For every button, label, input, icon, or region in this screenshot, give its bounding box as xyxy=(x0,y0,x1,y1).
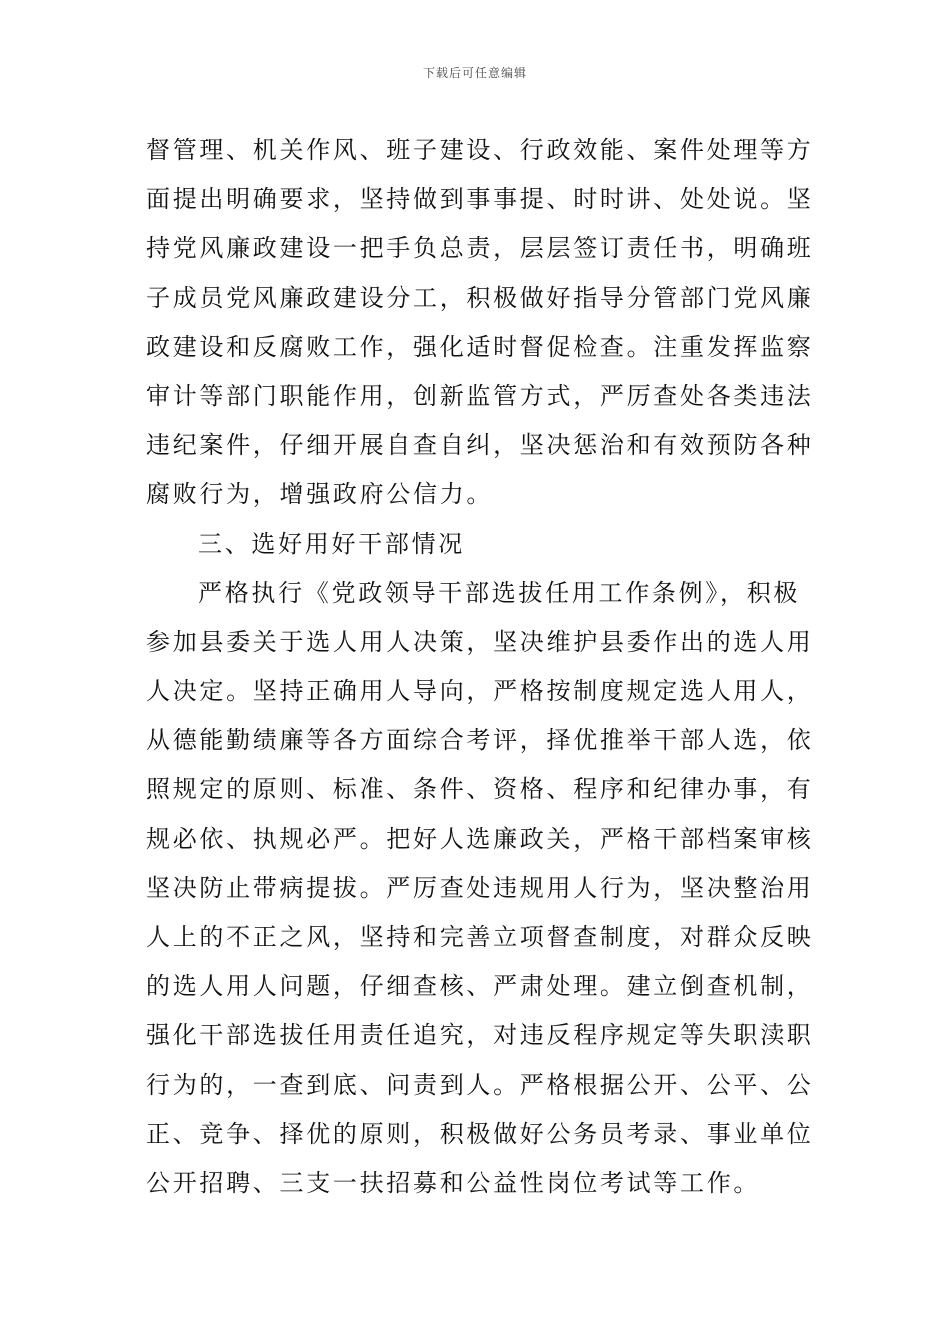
body-line: 公开招聘、三支一扶招募和公益性岗位考试等工作。 xyxy=(146,1168,761,1197)
body-line: 违纪案件，仔细开展自查自纠，坚决惩治和有效预防各种 xyxy=(146,431,814,460)
body-line: 政建设和反腐败工作，强化适时督促检查。注重发挥监察 xyxy=(146,332,814,361)
body-line: 坚决防止带病提拔。严厉查处违规用人行为，坚决整治用 xyxy=(146,873,814,902)
body-line: 严格执行《党政领导干部选拔任用工作条例》，积极 xyxy=(198,578,801,607)
body-line: 照规定的原则、标准、条件、资格、程序和纪律办事，有 xyxy=(146,775,814,804)
body-line: 子成员党风廉政建设分工，积极做好指导分管部门党风廉 xyxy=(146,283,814,312)
body-line: 人上的不正之风，坚持和完善立项督查制度，对群众反映 xyxy=(146,923,814,951)
body-line: 行为的，一查到底、问责到人。严格根据公开、公平、公 xyxy=(146,1070,814,1099)
body-line: 强化干部选拔任用责任追究，对违反程序规定等失职渎职 xyxy=(146,1021,814,1050)
section-heading: 三、选好用好干部情况 xyxy=(198,529,465,558)
body-line: 审计等部门职能作用，创新监管方式，严厉查处各类违法 xyxy=(146,381,814,410)
page-header-note: 下载后可任意编辑 xyxy=(422,66,527,80)
body-line: 规必依、执规必严。把好人选廉政关，严格干部档案审核 xyxy=(146,824,814,853)
body-line: 人决定。坚持正确用人导向，严格按制度规定选人用人， xyxy=(146,677,814,706)
body-line: 正、竞争、择优的原则，积极做好公务员考录、事业单位 xyxy=(146,1119,814,1148)
body-line: 从德能勤绩廉等各方面综合考评，择优推举干部人选，依 xyxy=(146,726,814,755)
body-line: 面提出明确要求，坚持做到事事提、时时讲、处处说。坚 xyxy=(146,185,814,214)
document-body xyxy=(146,126,814,1208)
body-line: 腐败行为，增强政府公信力。 xyxy=(146,480,494,509)
body-line: 的选人用人问题，仔细查核、严肃处理。建立倒查机制， xyxy=(146,972,814,1001)
body-line: 持党风廉政建设一把手负总责，层层签订责任书，明确班 xyxy=(146,234,814,263)
body-line: 参加县委关于选人用人决策，坚决维护县委作出的选人用 xyxy=(146,627,814,656)
body-line: 督管理、机关作风、班子建设、行政效能、案件处理等方 xyxy=(146,136,814,164)
